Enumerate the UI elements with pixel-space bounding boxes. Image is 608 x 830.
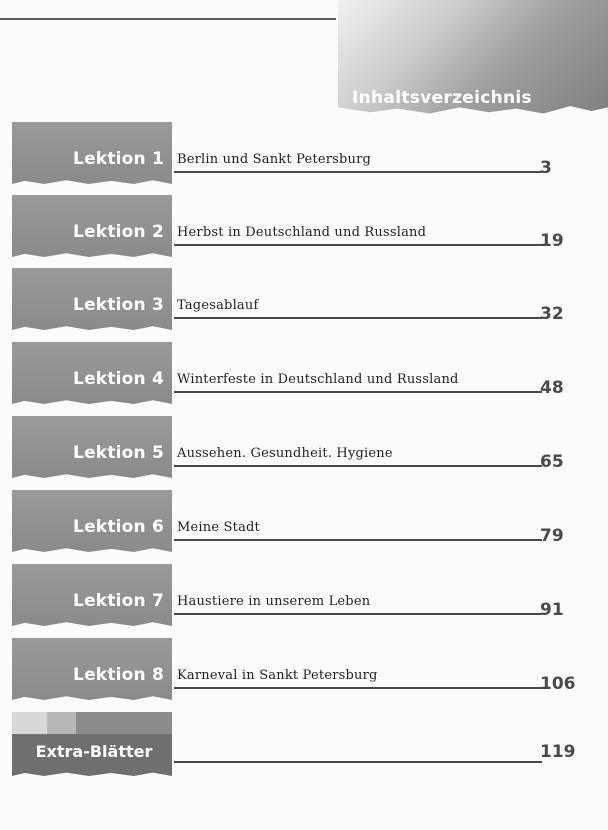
lesson-label: Lektion 2 bbox=[73, 222, 164, 242]
page-number[interactable]: 79 bbox=[540, 526, 564, 546]
toc-entry-lektion-5[interactable] bbox=[0, 416, 608, 482]
leader-line bbox=[174, 465, 542, 467]
leader-line bbox=[174, 244, 542, 246]
leader-line bbox=[174, 317, 542, 319]
page-number[interactable]: 106 bbox=[540, 674, 576, 694]
toc-entry-lektion-7[interactable] bbox=[0, 564, 608, 630]
page-title: Inhaltsverzeichnis bbox=[352, 88, 532, 108]
page-number[interactable]: 32 bbox=[540, 304, 564, 324]
page-number[interactable]: 65 bbox=[540, 452, 564, 472]
page-number[interactable]: 48 bbox=[540, 378, 564, 398]
lesson-label: Lektion 7 bbox=[73, 591, 164, 611]
leader-line bbox=[174, 761, 542, 763]
page-number[interactable]: 91 bbox=[540, 600, 564, 620]
toc-entry-lektion-2[interactable] bbox=[0, 195, 608, 261]
lesson-label: Lektion 6 bbox=[73, 517, 164, 537]
lesson-title[interactable]: Aussehen. Gesundheit. Hygiene bbox=[177, 446, 393, 461]
top-rule bbox=[0, 18, 336, 20]
leader-line bbox=[174, 687, 542, 689]
lesson-label: Lektion 3 bbox=[73, 295, 164, 315]
extra-label: Extra-Blätter bbox=[35, 742, 153, 761]
page-number[interactable]: 119 bbox=[540, 742, 576, 762]
lesson-label: Lektion 5 bbox=[73, 443, 164, 463]
toc-entry-lektion-8[interactable] bbox=[0, 638, 608, 704]
lesson-label: Lektion 4 bbox=[73, 369, 164, 389]
lesson-title[interactable]: Haustiere in unserem Leben bbox=[177, 594, 371, 609]
lesson-title[interactable]: Tagesablauf bbox=[177, 298, 259, 313]
lesson-label: Lektion 8 bbox=[73, 665, 164, 685]
extra-badge-top bbox=[12, 712, 172, 734]
page-number[interactable]: 19 bbox=[540, 231, 564, 251]
toc-entry-extra[interactable] bbox=[0, 712, 608, 778]
lesson-title[interactable]: Winterfeste in Deutschland und Russland bbox=[177, 372, 459, 387]
leader-line bbox=[174, 391, 542, 393]
toc-entry-lektion-3[interactable] bbox=[0, 268, 608, 334]
toc-entry-lektion-1[interactable] bbox=[0, 122, 608, 188]
lesson-title[interactable]: Berlin und Sankt Petersburg bbox=[177, 152, 372, 167]
toc-entry-lektion-4[interactable] bbox=[0, 342, 608, 408]
lesson-label: Lektion 1 bbox=[73, 149, 164, 169]
page-number[interactable]: 3 bbox=[540, 158, 552, 178]
leader-line bbox=[174, 613, 542, 615]
leader-line bbox=[174, 539, 542, 541]
lesson-title[interactable]: Herbst in Deutschland und Russland bbox=[177, 225, 427, 240]
toc-entry-lektion-6[interactable] bbox=[0, 490, 608, 556]
lesson-title[interactable]: Karneval in Sankt Petersburg bbox=[177, 668, 378, 683]
leader-line bbox=[174, 171, 542, 173]
lesson-title[interactable]: Meine Stadt bbox=[177, 520, 260, 535]
